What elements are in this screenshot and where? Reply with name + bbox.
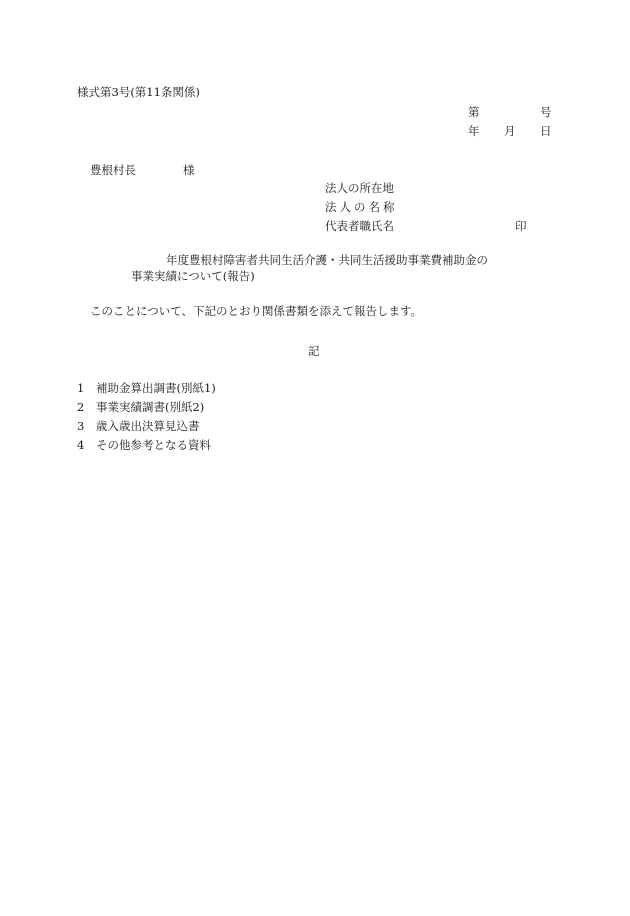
subject-line-1: 年度豊根村障害者共同生活介護・共同生活援助事業費補助金の xyxy=(166,253,488,267)
date-year: 年 xyxy=(468,124,480,138)
document-number-prefix: 第 xyxy=(468,105,480,119)
list-item xyxy=(77,418,200,434)
body-text: このことについて、下記のとおり関係書類を添えて報告します。 xyxy=(90,304,423,318)
list-item-text: その他参考となる資料 xyxy=(96,438,211,452)
list-item xyxy=(77,437,211,453)
date-month: 月 xyxy=(504,124,516,138)
representative-label: 代表者職氏名 xyxy=(325,219,394,233)
subject-line-2: 事業実績について(報告) xyxy=(131,269,255,283)
list-item-text: 歳入歳出決算見込書 xyxy=(96,419,200,433)
addressee-name: 豊根村長 xyxy=(90,163,136,177)
list-item-number: 1 xyxy=(77,381,85,395)
list-item xyxy=(77,399,204,415)
addressee-honorific: 様 xyxy=(183,163,195,177)
seal-mark: 印 xyxy=(515,219,527,233)
list-item-number: 2 xyxy=(77,400,85,414)
list-item-number: 3 xyxy=(77,419,85,433)
date-day: 日 xyxy=(540,124,552,138)
ki-heading: 記 xyxy=(308,344,320,358)
document-number-suffix: 号 xyxy=(540,105,552,119)
list-item xyxy=(77,380,216,396)
list-item-text: 補助金算出調書(別紙1) xyxy=(96,381,216,395)
list-item-number: 4 xyxy=(77,438,85,452)
corporation-name-label: 法人の名称 xyxy=(325,200,398,214)
list-item-text: 事業実績調書(別紙2) xyxy=(96,400,205,414)
form-number: 様式第3号(第11条関係) xyxy=(77,85,200,99)
corporation-address-label: 法人の所在地 xyxy=(325,181,394,195)
